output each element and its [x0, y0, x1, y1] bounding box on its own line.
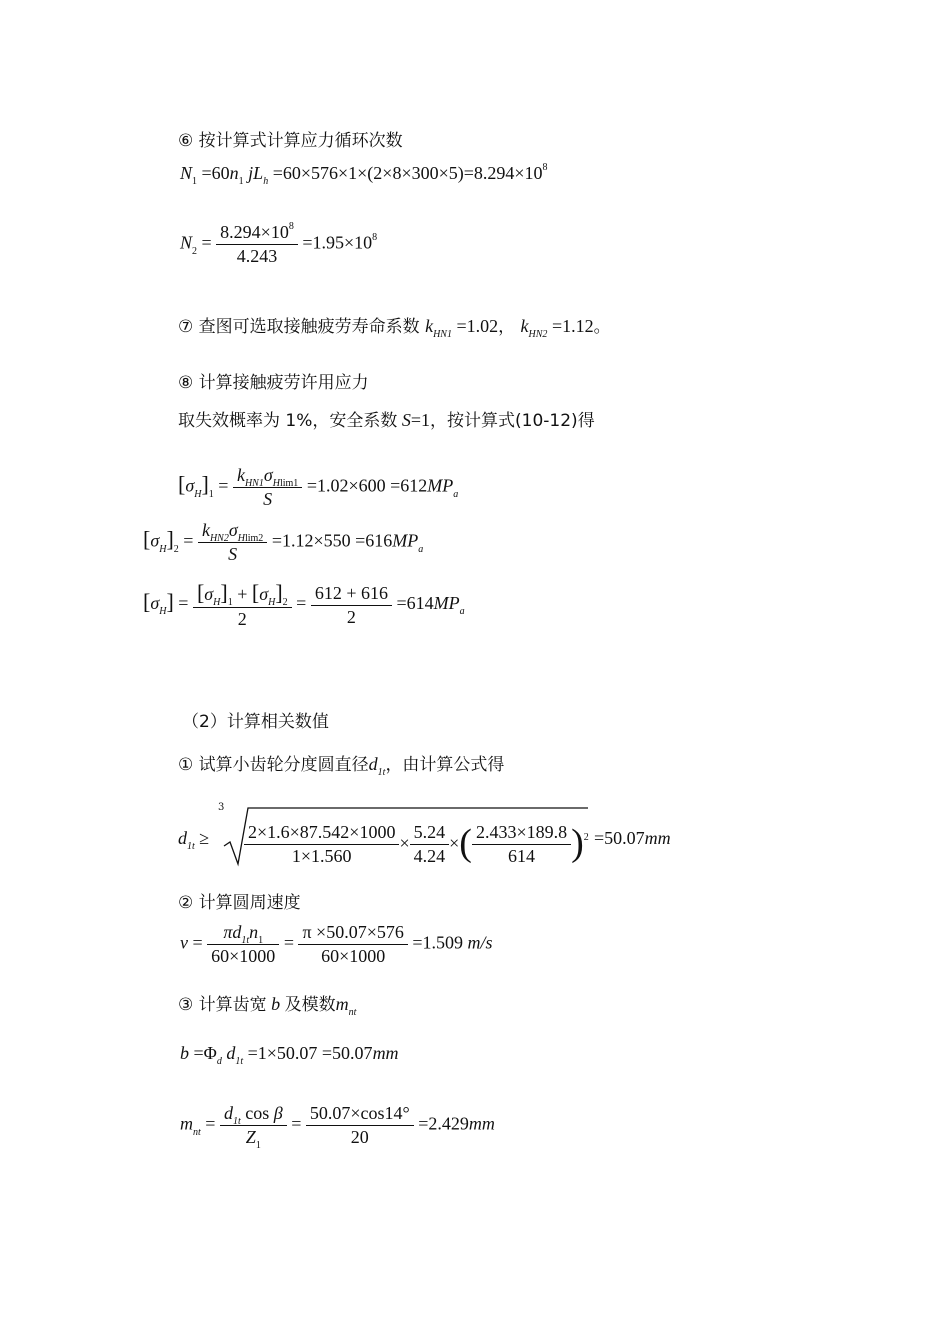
- step-6-title: ⑥ 按计算式计算应力循环次数: [178, 131, 403, 151]
- d1t-radicand: $\frac{2\times 1.6\times 87.542\times 1000}{1\times 1.560}$ × $\frac{5.24}{4.24}$ ×( $\frac{2.433\times 189.8}{614}$ )$^2$: [244, 815, 589, 867]
- section-2-step-2: ② 计算圆周速度: [178, 893, 301, 913]
- section-2-step-3: ③ 计算齿宽 b 及模数$m_{nt}$: [178, 994, 357, 1018]
- section-2-step-1: ① 试算小齿轮分度圆直径$d_{1t}$，由计算公式得: [178, 754, 505, 778]
- equation-n1: $N_1 =60n_1$ $jL_h =60\times 576\times 1\times(2\times 8\times 300\times 5)=8.294\times 10^8$: [180, 162, 548, 187]
- step-8-desc: 取失效概率为 1%，安全系数 S=1，按计算式(10-12)得: [178, 410, 595, 431]
- cube-root-index: 3: [218, 802, 225, 813]
- equation-n2: $N_2$ = $\frac{8.294\times 10^8}{4.243}$ $=1.95\times 10^8$: [180, 221, 378, 266]
- step-8-title: ⑧ 计算接触疲劳许用应力: [178, 373, 369, 393]
- equation-b: $b =\Phi_d$ $d_{1t} =1\times 50.07 =50.07mm$: [180, 1043, 399, 1067]
- equation-sigma-h1: $[\sigma_H]_1$ = $\frac{k_{HN1}\sigma_{Hlim1}}{S}$ $=1.02\times 600 =612MP_a$: [178, 465, 459, 509]
- d1t-result: =50.07mm: [594, 828, 671, 848]
- d1t-lhs: $d_{1t}$ ≥: [178, 828, 210, 852]
- equation-sigma-h2: $[\sigma_H]_2$ = $\frac{k_{HN2}\sigma_{Hlim2}}{S}$ $=1.12\times 550 =616MP_a$: [143, 520, 424, 564]
- equation-sigma-h: $[\sigma_H]$ = $\frac{[\sigma_H]_1 + [\sigma_H]_2}{2}$ = $\frac{612 + 616}{2}$ $=614MP_a$: [143, 580, 465, 629]
- n2-fraction: $\frac{8.294\times 10^8}{4.243}$: [216, 222, 298, 267]
- equation-velocity: v = $\frac{\pi d_{1t}n_1}{60\times 1000}$ = $\frac{\pi \times 50.07\times 576}{60\times 1000}$ =1.509 m/s: [180, 922, 493, 966]
- step-7-text: ⑦ 查图可选取接触疲劳寿命系数 $k_{HN1} =1.02$， $k_{HN2} =1.12$。: [178, 316, 611, 340]
- n1-value: =60×576×1×(2×8×300×5)=8.294×10: [272, 163, 543, 183]
- equation-mnt: $m_{nt}$ = $\frac{d_{1t} \cos \beta}{Z_1}$ = $\frac{50.07\times\cos 14^\circ}{20}$ =2.429mm: [180, 1103, 495, 1151]
- section-2-title: （2）计算相关数值: [182, 712, 329, 732]
